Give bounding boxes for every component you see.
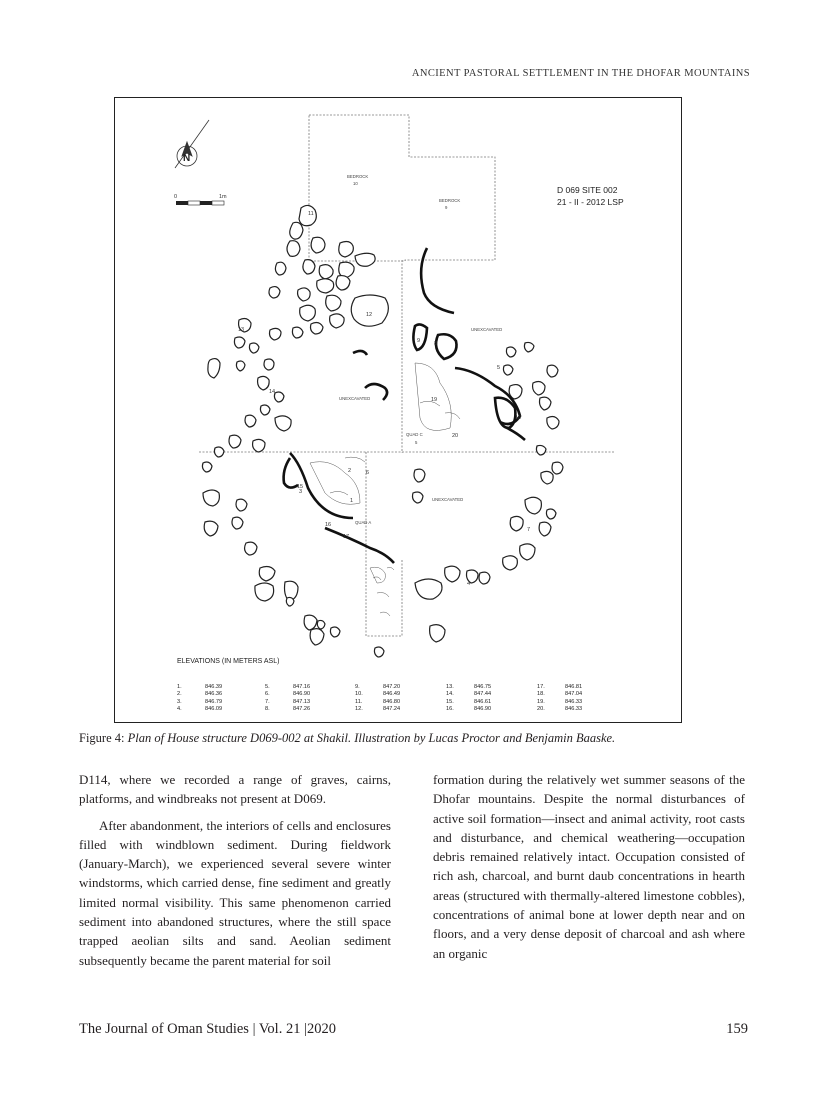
stone-number: 11 — [308, 211, 314, 217]
elevation-entry: 10. 846.49 — [355, 691, 401, 698]
page-number: 159 — [726, 1021, 748, 1037]
figure-plan — [114, 97, 682, 723]
stone-number: 1 — [350, 498, 354, 504]
stone-number: 12 — [366, 312, 373, 318]
caption-text: Plan of House structure D069-002 at Shakil. Illustration by Lucas Proctor and Benjamin Baaske. — [127, 731, 616, 745]
stone-number: 4 — [467, 581, 471, 587]
elevation-entry: 12. 847.24 — [355, 705, 401, 712]
stone-number: 8 — [434, 341, 438, 347]
bedrock-trench — [309, 115, 495, 261]
stone-number: 18 — [515, 415, 522, 421]
scale-start: 0 — [174, 194, 178, 200]
caption-label: Figure 4: — [79, 731, 128, 745]
site-date: 21 - II - 2012 LSP — [557, 197, 624, 207]
stone-number: 13 — [238, 327, 245, 333]
north-arrow-icon — [175, 120, 209, 168]
label-bedrock-9: BEDROCK — [439, 198, 461, 203]
scale-end: 1m — [219, 194, 227, 200]
elevations-title: ELEVATIONS (IN METERS ASL) — [177, 658, 280, 665]
stone-number: 19 — [431, 397, 438, 403]
elevation-entry: 17. 846.81 — [537, 684, 583, 690]
elevation-entry: 1. 846.39 — [177, 684, 223, 690]
elevation-entry: 4. 846.09 — [177, 705, 223, 712]
elevation-entry: 5. 847.16 — [265, 684, 311, 690]
elevation-entry: 13. 846.75 — [446, 684, 492, 690]
elevations-col-2 — [265, 684, 310, 713]
stone-number: 3 — [299, 489, 303, 495]
paragraph: D114, where we recorded a range of graves, cairns, platforms, and windbreaks not present at D069. — [79, 772, 391, 807]
elevation-entry: 15. 846.61 — [446, 698, 492, 705]
elevation-entry: 8. 847.26 — [265, 705, 311, 712]
stone-number: 15 — [297, 484, 304, 490]
stone-ring — [202, 205, 563, 657]
elevations-col-4 — [446, 684, 491, 713]
stone-number: 20 — [452, 433, 459, 439]
elevation-entry: 11. 846.80 — [355, 698, 401, 705]
body-column-left — [79, 770, 391, 970]
stone-number: 7 — [527, 527, 531, 533]
cobble-fill — [310, 363, 460, 616]
quad-a-trench — [366, 452, 402, 636]
body-column-right — [433, 770, 745, 963]
elevation-entry: 7. 847.13 — [265, 698, 311, 705]
label-quad-c: QUAD C — [406, 432, 423, 437]
elevations-col-3 — [355, 684, 400, 713]
elevation-entry: 18. 847.04 — [537, 691, 583, 698]
figure-caption — [79, 731, 615, 746]
stone-number: 2 — [348, 468, 352, 474]
stone-number: 6 — [366, 470, 370, 476]
label-bedrock-10: BEDROCK — [347, 174, 369, 179]
site-id: D 069 SITE 002 — [557, 185, 618, 195]
elevations-col-5 — [537, 684, 582, 713]
footer-journal: The Journal of Oman Studies | Vol. 21 |2020 — [79, 1021, 336, 1037]
elevation-entry: 3. 846.79 — [177, 698, 223, 705]
elevation-entry: 9. 847.20 — [355, 684, 401, 690]
site-label — [557, 184, 624, 208]
elevation-entry: 2. 846.36 — [177, 691, 223, 698]
label-unexcavated-ne: UNEXCAVATED — [471, 327, 503, 332]
elevation-entry: 19. 846.33 — [537, 698, 583, 705]
paragraph: After abandonment, the interiors of cells and enclosures filled with windblown sediment. During fieldwork (January-March), we experienced several severe winter windstorms, which carried dense, fine sediment and greatly limited normal visibility. This same phenomenon carried sediment into abandoned structures, where the still space trapped aeolian silts and sand. Aeolian sediment subsequently became the parent material for soil — [79, 817, 391, 968]
elevation-entry: 14. 847.44 — [446, 691, 492, 698]
stone-number: 16 — [325, 522, 332, 528]
label-bedrock-9-num: 9 — [445, 205, 448, 210]
label-unexcavated-se: UNEXCAVATED — [432, 497, 464, 502]
label-quad-a: QUAD A — [355, 520, 372, 525]
label-bedrock-10-num: 10 — [353, 181, 358, 186]
stone-number: 5 — [497, 365, 501, 371]
scale-bar — [174, 194, 227, 205]
elevations-col-1 — [177, 684, 222, 713]
elevation-entry: 20. 846.33 — [537, 705, 583, 712]
stone-number: 14 — [269, 389, 276, 395]
label-unexcavated-nw: UNEXCAVATED — [339, 396, 371, 401]
running-head: ANCIENT PASTORAL SETTLEMENT IN THE DHOFAR MOUNTAINS — [411, 68, 750, 79]
label-quad-c-num: 5 — [415, 440, 418, 445]
stone-number: 17 — [343, 534, 350, 540]
paragraph: formation during the relatively wet summer seasons of the Dhofar mountains. Despite the normal disturbances of active soil formation—insect and animal activity, root casts and disturbance, and chemical weathering—occupation debris remained relatively intact. Occupation consisted of rich ash, charcoal, and burnt daub concentrations in hearth areas (structured with thermally-altered limestone cobbles), concentrations of animal bone at lower depth near and on floors, and a very dense deposit of charcoal and ash where an organic — [433, 772, 745, 961]
wall-alignments — [284, 248, 525, 563]
stone-number: 9 — [417, 338, 421, 344]
north-label: N — [183, 153, 191, 164]
elevation-entry: 16. 846.90 — [446, 705, 492, 712]
elevation-entry: 6. 846.90 — [265, 691, 311, 698]
